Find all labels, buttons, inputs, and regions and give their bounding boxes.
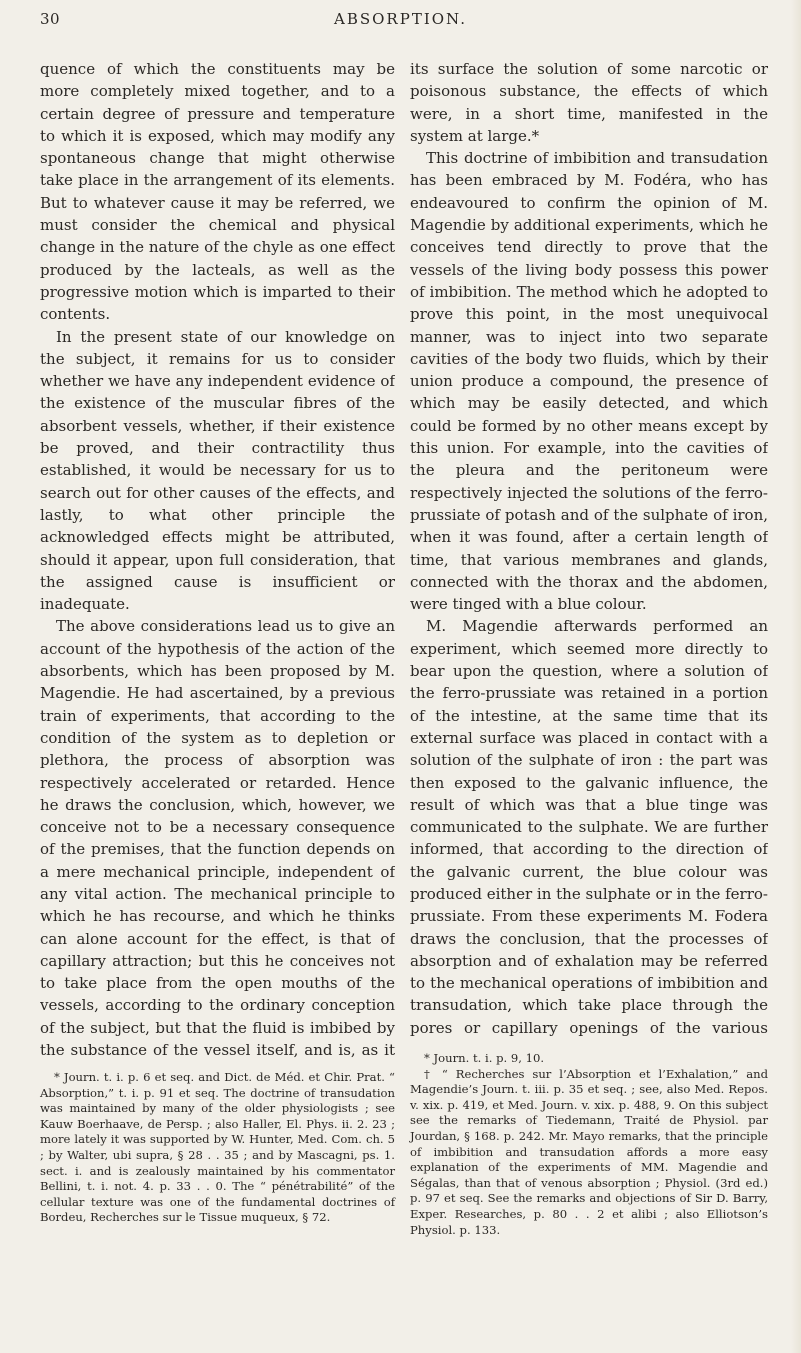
right-footnotes bbox=[410, 1051, 768, 1238]
left-column bbox=[40, 58, 395, 1226]
right-column-body bbox=[410, 58, 768, 1041]
paragraph: In the present state of our knowledge on the subject, it remains for us to consider whether we have any independent evidence of the existence of the muscular fibres of the absorbent vessels, whether, if their existence be proved, and their contractility thus established, it would be necessary for us to search out for other causes of the effects, and lastly, to what other principle the acknowledged effects might be attributed, should it appear, upon full consideration, that the assigned cause is insufficient or inadequate. bbox=[40, 327, 395, 614]
left-column-body bbox=[40, 58, 395, 1058]
footnote: † “ Recherches sur l’Absorption et l’Exhalation,” and Magendie’s Journ. t. iii. p. 35 et seq. ; see, also Med. Repos. v. xix. p. 419, et Med. Journ. v. xix. p. 488, 9. On this subject see the remarks of Tiedemann, Traité de Physiol. par Jourdan, § 168. p. 242. Mr. Mayo remarks, that the principle of imbibition and transudation affords a more easy explanation of the experiments of MM. Magendie and Ségalas, than that of venous absorption ; Physiol. (3rd ed.) p. 97 et seq. See the remarks and objections of Sir D. Barry, Exper. Researches, p. 80 . . 2 et alibi ; also Elliotson’s Physiol. p. 133. bbox=[410, 1066, 768, 1237]
paragraph: its surface the solution of some narcotic or poisonous substance, the effects of which were, in a short time, manifested in the system at large.* bbox=[410, 60, 768, 145]
left-footnotes bbox=[40, 1070, 395, 1226]
footnote: * Journ. t. i. p. 9, 10. bbox=[424, 1051, 545, 1065]
paragraph: M. Magendie afterwards performed an experiment, which seemed more directly to bear upon the question, where a solution of the ferro-prussiate was retained in a portion of the intestine, at the same time that its external surface was placed in contact with a solution of the sulphate of iron : the part was then exposed to the galvanic influence, the result of which was that a blue tinge was communicated to the sulphate. We are further informed, that according to the direction of the galvanic current, the blue colour was produced either in the sulphate or in the ferro-prussiate. From these experiments M. Fodera draws the conclusion, that the processes of absorption and of exhalation may be referred to the mechanical operations of imbibition and transudation, which take place through the pores or capillary openings of the various bbox=[410, 617, 768, 1037]
page-number: 30 bbox=[40, 10, 61, 28]
page-edge-shadow bbox=[791, 0, 801, 1353]
paragraph: quence of which the constituents may be more completely mixed together, and to a certain degree of pressure and temperature to which it is exposed, which may modify any spontaneous change that might otherwise take place in the arrangement of its elements. But to whatever cause it may be referred, we must consider the chemical and physical change in the nature of the chyle as one effect produced by the lacteals, as well as the progressive motion which is imparted to their contents. bbox=[40, 60, 395, 324]
paragraph: The above considerations lead us to give an account of the hypothesis of the action of the absorbents, which has been proposed by M. Magendie. He had ascertained, by a previous train of experiments, that according to the condition of the system as to depletion or plethora, the process of absorption was respectively accelerated or retarded. Hence he draws the conclusion, which, however, we conceive not to be a necessary consequence of the premises, that the function depends on a mere mechanical principle, independent of any vital action. The mechanical principle to which he has recourse, and which he thinks can alone account for the effect, is that of capillary attraction; but this he conceives not to take place from the open mouths of the vessels, according to the ordinary conception of the subject, but that the fluid is imbibed by the substance of the vessel itself, and is, as it bbox=[40, 617, 395, 1058]
running-header: ABSORPTION. bbox=[334, 10, 467, 28]
paragraph: This doctrine of imbibition and transudation has been embraced by M. Fodéra, who has endeavoured to confirm the opinion of M. Magendie by additional experiments, which he conceives tend directly to prove that the vessels of the living body possess this power of imbibition. The method which he adopted to prove this point, in the most unequivocal manner, was to inject into two separate cavities of the body two fluids, which by their union produce a compound, the presence of which may be easily detected, and which could be formed by no other means except by this union. For example, into the cavities of the pleura and the peritoneum were respectively injected the solutions of the ferro-prussiate of potash and of the sulphate of iron, when it was found, after a certain length of time, that various membranes and glands, connected with the thorax and the abdomen, were tinged with a blue colour. bbox=[410, 149, 768, 614]
footnote: * Journ. t. i. p. 6 et seq. and Dict. de Méd. et Chir. Prat. “ Absorption,” t. i. p. 91 et seq. The doctrine of transudation was maintained by many of the older physiologists ; see Kauw Boerhaave, de Persp. ; also Haller, El. Phys. ii. 2. 23 ; more lately it was supported by W. Hunter, Med. Com. ch. 5 ; by Walter, ubi supra, § 28 . . 35 ; and by Mascagni, ps. 1. sect. i. and is zealously maintained by his commentator Bellini, t. i. not. 4. p. 33 . . 0. The “ pénétrabilité” of the cellular texture was one of the fundamental doctrines of Bordeu, Recherches sur le Tissue muqueux, § 72. bbox=[40, 1070, 395, 1225]
right-column bbox=[410, 58, 768, 1238]
